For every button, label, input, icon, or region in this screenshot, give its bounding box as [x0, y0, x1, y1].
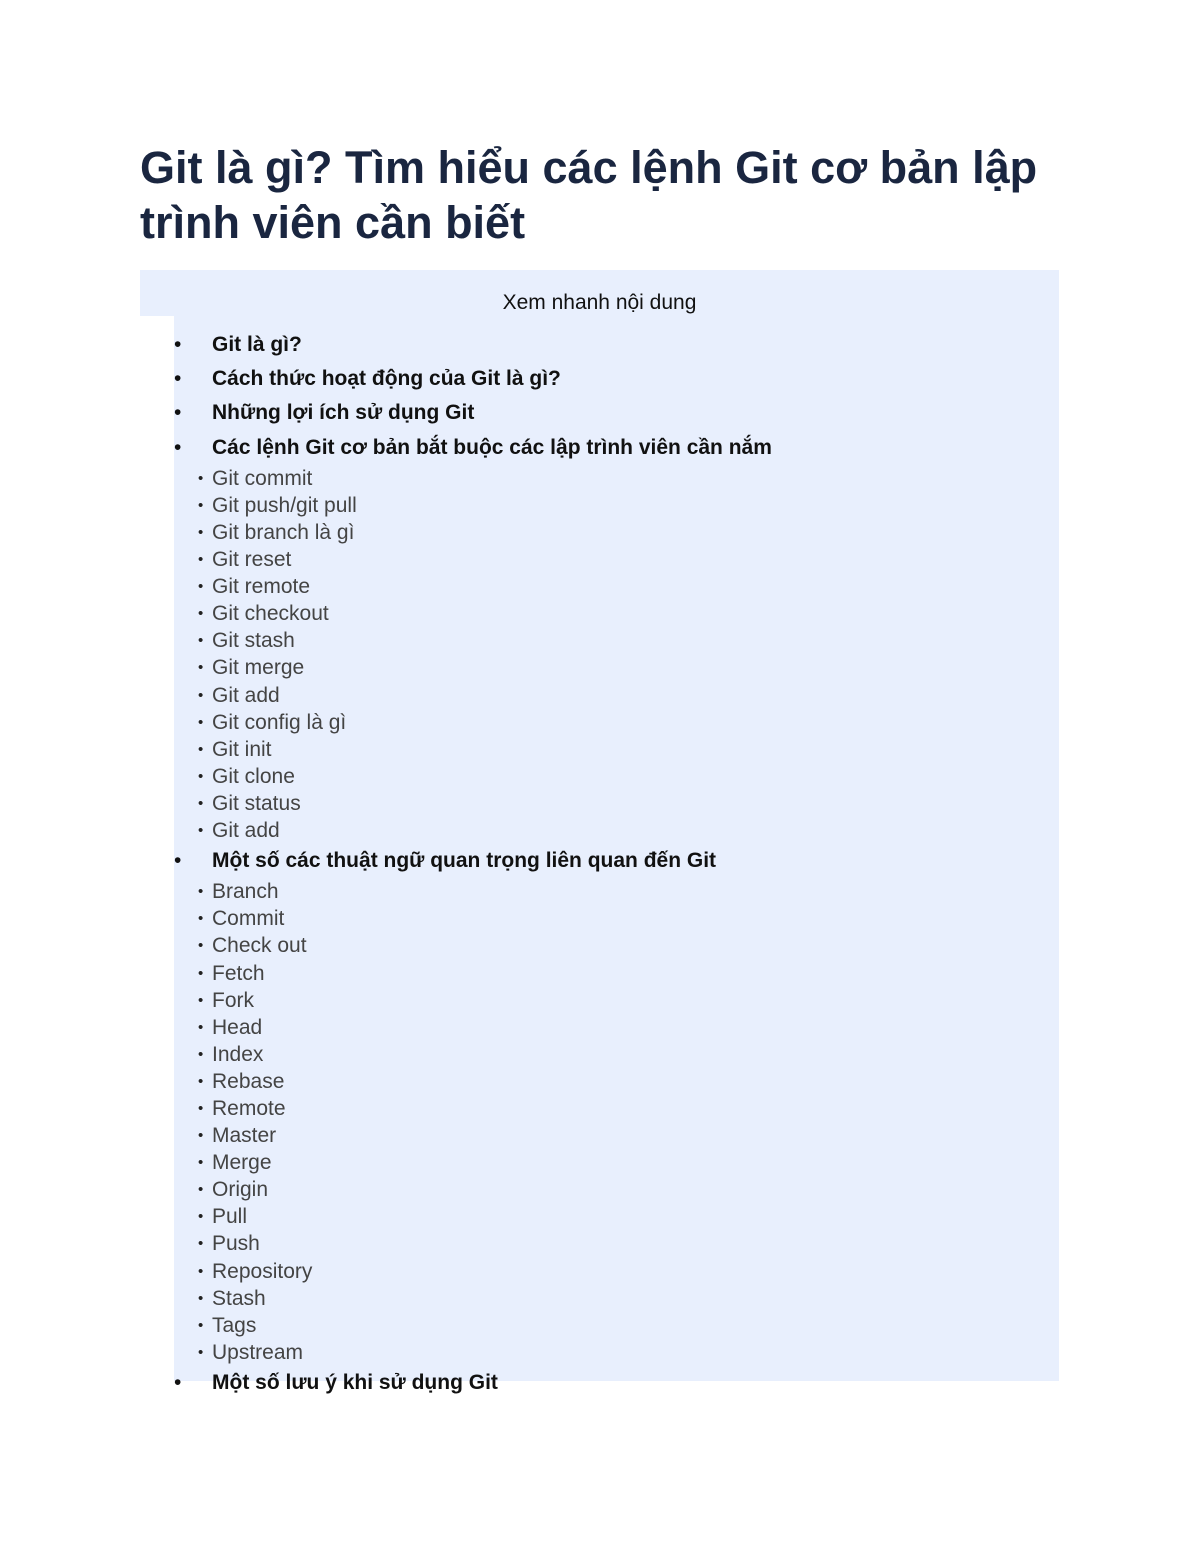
toc-sub-item[interactable]	[174, 573, 1059, 600]
toc-sub-item[interactable]	[174, 1258, 1059, 1285]
toc-sub-item[interactable]	[174, 817, 1059, 844]
table-of-contents	[140, 270, 1059, 1394]
sub-bullet-icon: •	[198, 605, 204, 623]
toc-sub-item-label[interactable]: Remote	[212, 1097, 286, 1120]
toc-sub-item-label[interactable]: Push	[212, 1232, 260, 1256]
toc-sub-item-label[interactable]: Fork	[212, 988, 254, 1012]
toc-sub-item-label[interactable]: Check out	[212, 934, 307, 958]
sub-bullet-icon: •	[198, 1208, 204, 1226]
sub-bullet-icon: •	[198, 1072, 204, 1090]
toc-sub-list	[174, 465, 1059, 844]
sub-bullet-icon: •	[198, 632, 204, 650]
toc-sub-list	[174, 878, 1059, 1366]
toc-sub-item-label[interactable]: Git add	[212, 818, 280, 842]
sub-bullet-icon: •	[198, 883, 204, 901]
sub-bullet-icon: •	[198, 1045, 204, 1063]
toc-heading: Xem nhanh nội dung	[502, 291, 697, 314]
toc-sub-item-label[interactable]: Head	[212, 1015, 263, 1039]
toc-sub-item[interactable]	[174, 736, 1059, 763]
toc-sub-item-label[interactable]: Git add	[212, 683, 280, 707]
sub-bullet-icon: •	[198, 1316, 204, 1334]
toc-section-label[interactable]: Cách thức hoạt động của Git là gì?	[212, 367, 561, 391]
bullet-icon: •	[174, 401, 182, 425]
toc-sub-list-wrapper	[174, 878, 1059, 1366]
toc-section-label[interactable]: Một số các thuật ngữ quan trọng liên quan đến Git	[212, 849, 717, 873]
sub-bullet-icon: •	[198, 659, 204, 677]
toc-sub-item[interactable]	[174, 763, 1059, 790]
sub-bullet-icon: •	[198, 496, 204, 514]
sub-bullet-icon: •	[198, 740, 204, 758]
toc-sub-item[interactable]	[174, 987, 1059, 1014]
sub-bullet-icon: •	[198, 1154, 204, 1172]
toc-sub-item[interactable]	[174, 546, 1059, 573]
toc-sub-item[interactable]	[174, 1041, 1059, 1068]
sub-bullet-icon: •	[198, 523, 204, 541]
toc-sub-item-label[interactable]: Fetch	[212, 961, 265, 985]
toc-sub-item[interactable]	[174, 709, 1059, 736]
toc-section-label[interactable]: Git là gì?	[212, 333, 302, 356]
toc-sub-item[interactable]	[174, 1285, 1059, 1312]
toc-sub-item-label[interactable]: Git reset	[212, 548, 292, 572]
toc-sub-item-label[interactable]: Git push/git pull	[212, 493, 357, 517]
bullet-icon: •	[174, 333, 182, 356]
toc-section-item[interactable]	[174, 431, 1059, 465]
toc-sub-item[interactable]	[174, 790, 1059, 817]
toc-sub-item[interactable]	[174, 878, 1059, 905]
sub-bullet-icon: •	[198, 469, 204, 487]
toc-sub-item[interactable]	[174, 1230, 1059, 1257]
toc-sub-item[interactable]	[174, 932, 1059, 959]
toc-sub-item[interactable]	[174, 654, 1059, 681]
toc-sub-item[interactable]	[174, 905, 1059, 932]
toc-sub-item[interactable]	[174, 1122, 1059, 1149]
toc-sub-item[interactable]	[174, 627, 1059, 654]
toc-section-item[interactable]	[174, 328, 1059, 362]
bullet-icon: •	[174, 367, 182, 391]
toc-sub-item-label[interactable]: Upstream	[212, 1340, 304, 1364]
sub-bullet-icon: •	[198, 713, 204, 731]
toc-sub-item-label[interactable]: Index	[212, 1042, 264, 1066]
toc-sub-item-label[interactable]: Pull	[212, 1205, 248, 1229]
toc-sub-item[interactable]	[174, 1312, 1059, 1339]
toc-sub-item[interactable]	[174, 465, 1059, 492]
toc-section-item[interactable]	[174, 1366, 1059, 1400]
toc-sub-item[interactable]	[174, 960, 1059, 987]
sub-bullet-icon: •	[198, 1018, 204, 1036]
bullet-icon: •	[174, 435, 182, 459]
toc-sub-item-label[interactable]: Git clone	[212, 764, 295, 788]
sub-bullet-icon: •	[198, 964, 204, 982]
toc-sub-item[interactable]	[174, 1068, 1059, 1095]
sub-bullet-icon: •	[198, 578, 204, 596]
toc-sub-item-label[interactable]: Git stash	[212, 629, 295, 653]
toc-sub-item[interactable]	[174, 600, 1059, 627]
toc-section-item[interactable]	[174, 396, 1059, 430]
sub-bullet-icon: •	[198, 686, 204, 704]
toc-sub-item-label[interactable]: Repository	[212, 1259, 313, 1283]
toc-sub-list-wrapper	[174, 465, 1059, 844]
toc-sub-item-label[interactable]: Git merge	[212, 656, 305, 680]
toc-sub-item[interactable]	[174, 492, 1059, 519]
sub-bullet-icon: •	[198, 1262, 204, 1280]
toc-sub-item-label[interactable]: Stash	[212, 1286, 266, 1310]
toc-sub-item-label[interactable]: Git status	[212, 791, 301, 815]
sub-bullet-icon: •	[198, 1181, 204, 1199]
toc-section-item[interactable]	[174, 844, 1059, 878]
sub-bullet-icon: •	[198, 767, 204, 785]
toc-sub-item[interactable]	[174, 1339, 1059, 1366]
sub-bullet-icon: •	[198, 821, 204, 839]
toc-sub-item-label[interactable]: Tags	[212, 1313, 257, 1337]
toc-sub-item-label[interactable]: Git remote	[212, 575, 311, 599]
page-title: Git là gì? Tìm hiểu các lệnh Git cơ bản lập trình viên cần biết	[140, 142, 1038, 248]
sub-bullet-icon: •	[198, 1235, 204, 1253]
toc-sub-item[interactable]	[174, 1203, 1059, 1230]
toc-sub-item[interactable]	[174, 1095, 1059, 1122]
toc-sub-item[interactable]	[174, 1176, 1059, 1203]
toc-sub-item[interactable]	[174, 682, 1059, 709]
toc-sub-item-label[interactable]: Git branch là gì	[212, 520, 355, 544]
toc-sub-item-label[interactable]: Git init	[212, 737, 272, 761]
sub-bullet-icon: •	[198, 1343, 204, 1361]
toc-sub-item-label[interactable]: Origin	[212, 1178, 269, 1202]
sub-bullet-icon: •	[198, 1100, 204, 1117]
toc-sub-item-label[interactable]: Commit	[212, 907, 285, 931]
toc-sub-item-label[interactable]: Git commit	[212, 466, 313, 490]
toc-sub-item-label[interactable]: Git config là gì	[212, 710, 347, 734]
toc-list	[174, 328, 1059, 1400]
bullet-icon: •	[174, 849, 182, 873]
toc-sub-item-label[interactable]: Git checkout	[212, 602, 329, 626]
toc-sub-item[interactable]	[174, 519, 1059, 546]
toc-sub-item-label[interactable]: Rebase	[212, 1069, 285, 1093]
toc-section-item[interactable]	[174, 362, 1059, 396]
toc-section-label[interactable]: Những lợi ích sử dụng Git	[212, 401, 475, 425]
sub-bullet-icon: •	[198, 794, 204, 812]
toc-sub-item-label[interactable]: Merge	[212, 1151, 272, 1175]
sub-bullet-icon: •	[198, 991, 204, 1009]
sub-bullet-icon: •	[198, 551, 204, 569]
bullet-icon: •	[174, 1370, 182, 1394]
sub-bullet-icon: •	[198, 1289, 204, 1307]
toc-sub-item-label[interactable]: Master	[212, 1124, 277, 1148]
toc-section-label[interactable]: Các lệnh Git cơ bản bắt buộc các lập trình viên cần nắm	[212, 435, 772, 459]
toc-sub-item[interactable]	[174, 1014, 1059, 1041]
toc-section-label[interactable]: Một số lưu ý khi sử dụng Git	[212, 1370, 498, 1394]
sub-bullet-icon: •	[198, 1127, 204, 1145]
toc-sub-item[interactable]	[174, 1149, 1059, 1176]
toc-sub-item-label[interactable]: Branch	[212, 880, 279, 904]
sub-bullet-icon: •	[198, 910, 204, 928]
sub-bullet-icon: •	[198, 937, 204, 955]
